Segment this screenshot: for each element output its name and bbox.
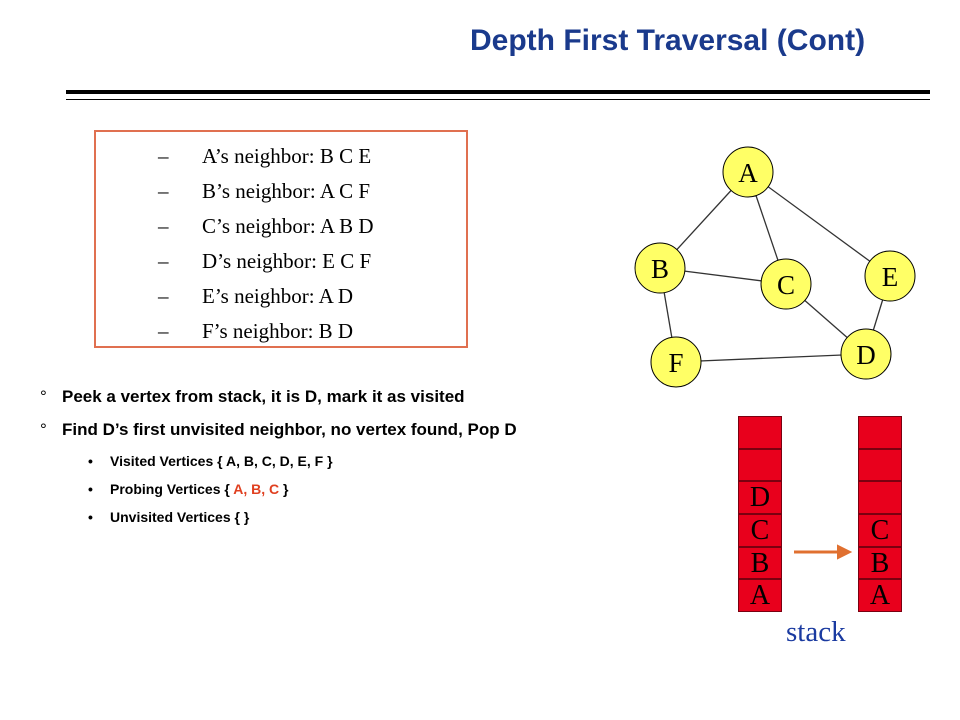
- sub-bullet-text: Visited Vertices { A, B, C, D, E, F }: [110, 453, 333, 469]
- dash-marker: –: [158, 284, 169, 308]
- pop-arrow-head: [838, 546, 850, 558]
- stack-after-cell: B: [858, 547, 902, 580]
- graph-node-label: D: [856, 340, 876, 370]
- stack-before-cell: A: [738, 579, 782, 612]
- stack-after-cell: C: [858, 514, 902, 547]
- dash-marker: –: [158, 144, 169, 168]
- dash-marker: –: [158, 319, 169, 343]
- neighbor-text: D’s neighbor: E C F: [202, 249, 372, 273]
- bullet-marker: °: [40, 387, 47, 406]
- neighbor-text: F’s neighbor: B D: [202, 319, 354, 343]
- graph-node-label: A: [738, 158, 758, 188]
- probing-highlight: A, B, C: [233, 481, 280, 497]
- bullet-marker: °: [40, 420, 47, 439]
- sub-bullet-text: Unvisited Vertices { }: [110, 509, 250, 525]
- neighbor-text: B’s neighbor: A C F: [202, 179, 371, 203]
- graph-node-label: B: [650, 254, 670, 284]
- sub-bullet-marker: •: [88, 481, 93, 497]
- stack-before-cell: C: [738, 514, 782, 547]
- dash-marker: –: [158, 249, 169, 273]
- dash-marker: –: [158, 214, 169, 238]
- dash-marker: –: [158, 179, 169, 203]
- sub-bullet-marker: •: [88, 509, 93, 525]
- bullet-text: Find D’s first unvisited neighbor, no vertex found, Pop D: [62, 420, 517, 439]
- stack-before-cell: B: [738, 547, 782, 580]
- probing-suffix: }: [279, 481, 289, 497]
- neighbor-text: E’s neighbor: A D: [202, 284, 354, 308]
- neighbor-text: C’s neighbor: A B D: [202, 214, 374, 238]
- sub-bullet-marker: •: [88, 453, 93, 469]
- page-title: Depth First Traversal (Cont): [470, 24, 866, 57]
- graph-node-label: F: [668, 348, 684, 378]
- graph-node-label: E: [881, 262, 899, 292]
- neighbor-text: A’s neighbor: B C E: [202, 144, 372, 168]
- graph-node-label: C: [776, 270, 796, 300]
- probing-prefix: Probing Vertices {: [110, 481, 234, 497]
- stack-label: stack: [786, 616, 846, 648]
- stack-before-cell: D: [738, 481, 782, 514]
- stack-after-cell: A: [858, 579, 902, 612]
- bullet-text: Peek a vertex from stack, it is D, mark it as visited: [62, 387, 465, 406]
